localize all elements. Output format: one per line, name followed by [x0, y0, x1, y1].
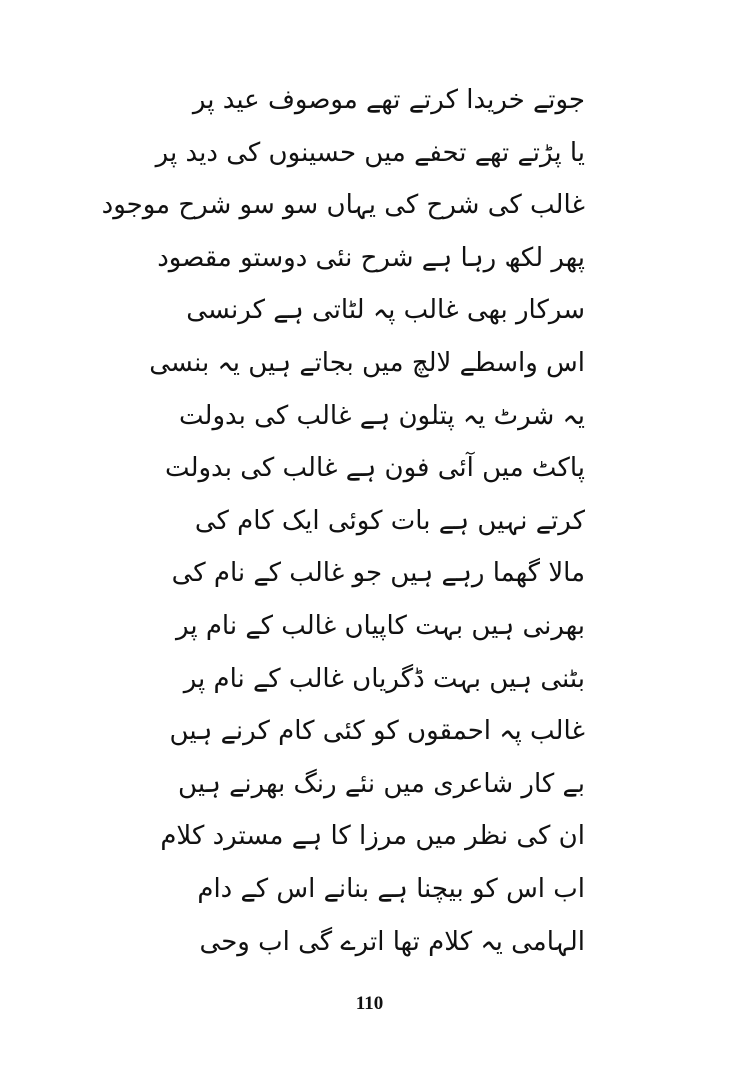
verse-line: ان کی نظر میں مرزا کا ہے مسترد کلام	[160, 821, 585, 852]
verse-line: بٹنی ہیں بہت ڈگریاں غالب کے نام پر	[183, 663, 585, 694]
page-number: 110	[355, 993, 384, 1014]
verse-line: پاکٹ میں آئی فون ہے غالب کی بدولت	[165, 453, 585, 484]
verse-line: یا پڑتے تھے تحفے میں حسینوں کی دید پر	[155, 137, 585, 168]
verse-line: جوتے خریدا کرتے تھے موصوف عید پر	[192, 85, 585, 115]
verse-line: سرکار بھی غالب پہ لٹاتی ہے کرنسی	[186, 295, 585, 326]
verse-line: بھرنی ہیں بہت کاپیاں غالب کے نام پر	[175, 610, 585, 641]
verse-line: کرتے نہیں ہے بات کوئی ایک کام کی	[194, 505, 585, 536]
verse-line: بے کار شاعری میں نئے رنگ بھرنے ہیں	[178, 768, 585, 799]
verse-line: اس واسطے لالچ میں بجاتے ہیں یہ بنسی	[149, 347, 585, 378]
verse-line: غالب پہ احمقوں کو کئی کام کرنے ہیں	[169, 716, 585, 747]
verse-line: یہ شرٹ یہ پتلون ہے غالب کی بدولت	[179, 400, 585, 431]
verse-line: پھر لکھ رہا ہے شرح نئی دوستو مقصود	[157, 242, 585, 273]
verse-line: مالا گھما رہے ہیں جو غالب کے نام کی	[171, 558, 585, 589]
verse-line: الہامی یہ کلام تھا اترے گی اب وحی	[199, 926, 585, 957]
verse-line: اب اس کو بیچنا ہے بنانے اس کے دام	[197, 873, 585, 904]
verse-line: غالب کی شرح کی یہاں سو سو شرح موجود	[101, 190, 585, 221]
poem-verse-block	[101, 74, 585, 968]
